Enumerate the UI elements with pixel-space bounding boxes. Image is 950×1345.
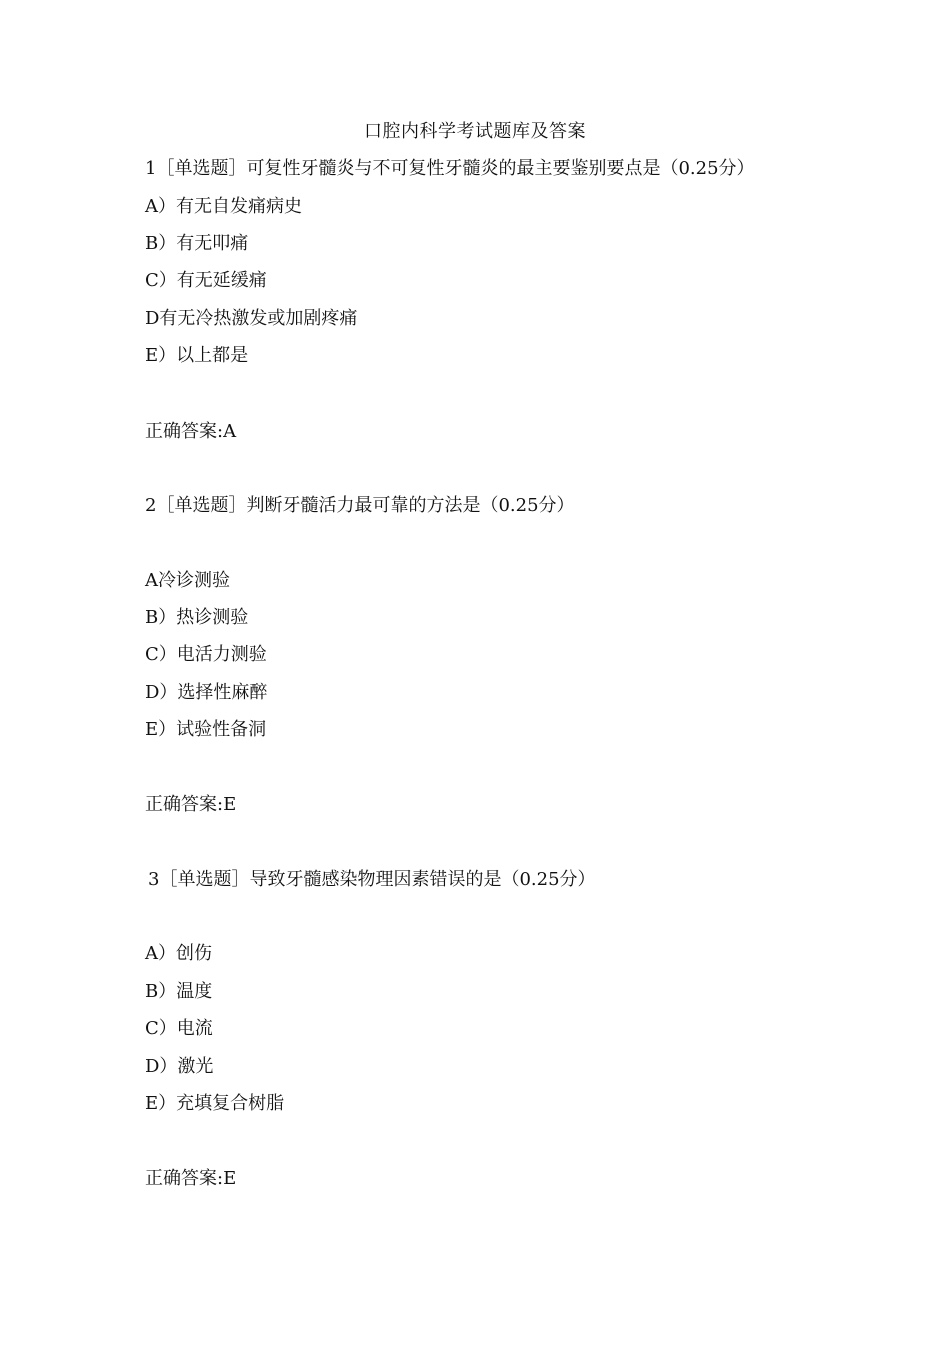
question-1-option-c: C）有无延缓痛 xyxy=(145,270,267,291)
question-3-option-c: C）电流 xyxy=(145,1018,213,1039)
question-1-answer: 正确答案:A xyxy=(145,421,237,442)
question-2-option-a: A冷诊测验 xyxy=(145,570,230,591)
question-2-option-e: E）试验性备洞 xyxy=(145,719,267,740)
question-2-option-d: D）选择性麻醉 xyxy=(145,682,268,703)
question-3-option-e: E）充填复合树脂 xyxy=(145,1093,285,1114)
question-1-option-e: E）以上都是 xyxy=(145,345,249,366)
question-3-option-b: B）温度 xyxy=(145,981,213,1002)
question-1-stem: 1［单选题］可复性牙髓炎与不可复性牙髓炎的最主要鉴别要点是（0.25分） xyxy=(145,158,755,179)
question-3-option-a: A）创伤 xyxy=(145,943,212,964)
question-3-stem: 3［单选题］导致牙髓感染物理因素错误的是（0.25分） xyxy=(148,869,596,890)
question-3-answer: 正确答案:E xyxy=(145,1168,237,1189)
document-title: 口腔内科学考试题库及答案 xyxy=(364,121,586,142)
question-3-option-d: D）激光 xyxy=(145,1056,214,1077)
question-2-answer: 正确答案:E xyxy=(145,794,237,815)
question-2-option-b: B）热诊测验 xyxy=(145,607,249,628)
question-1-option-a: A）有无自发痛病史 xyxy=(145,196,302,217)
question-2-option-c: C）电活力测验 xyxy=(145,644,267,665)
question-1-option-d: D有无冷热激发或加剧疼痛 xyxy=(145,308,358,329)
question-2-stem: 2［单选题］判断牙髓活力最可靠的方法是（0.25分） xyxy=(145,495,575,516)
question-1-option-b: B）有无叩痛 xyxy=(145,233,249,254)
